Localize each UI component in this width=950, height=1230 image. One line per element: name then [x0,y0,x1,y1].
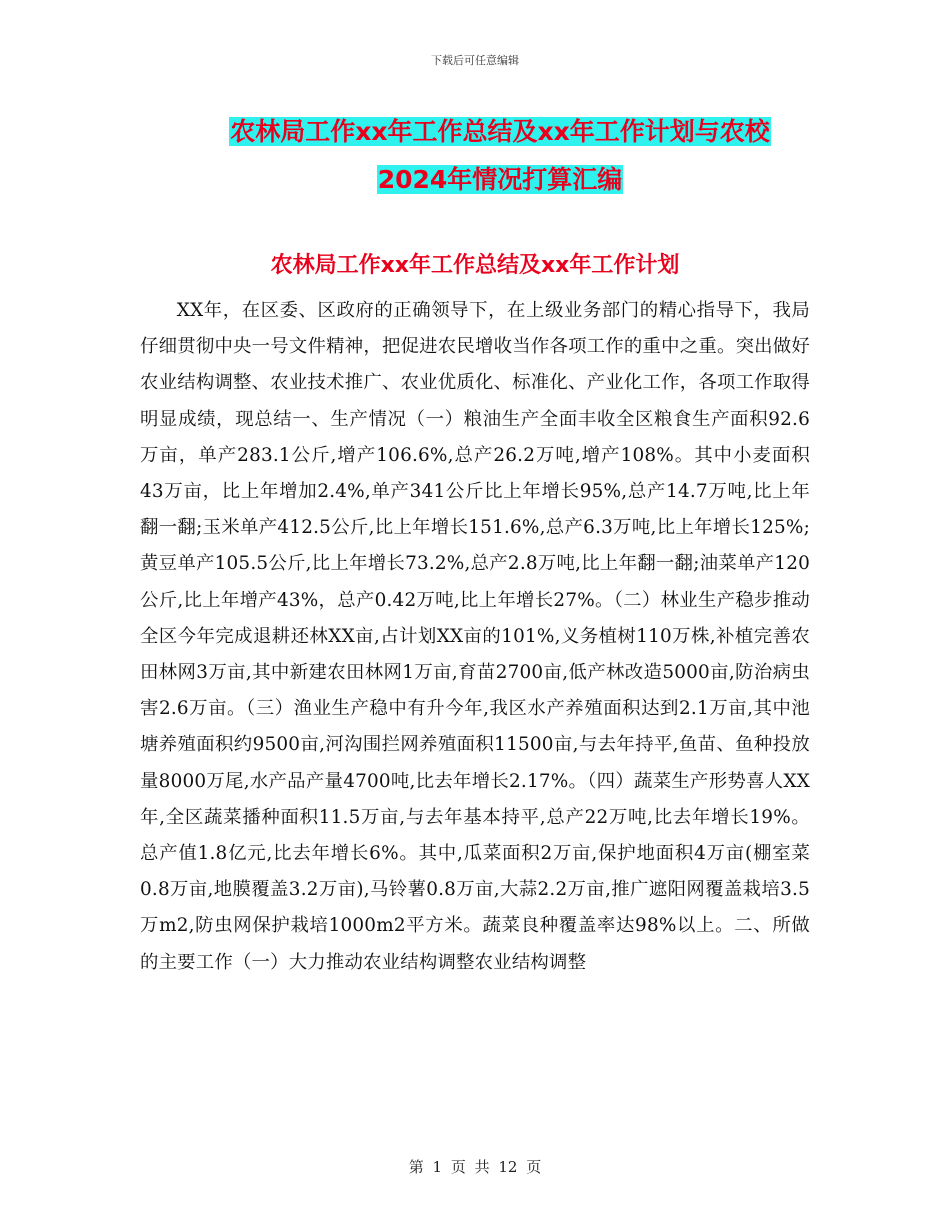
section-title: 农林局工作xx年工作总结及xx年工作计划 [270,253,680,278]
header-note: 下载后可任意编辑 [431,54,519,67]
document-title [150,108,850,204]
document-title-line-2: 2024年情况打算汇编 [377,165,623,194]
body-paragraph: XX年，在区委、区政府的正确领导下，在上级业务部门的精心指导下，我局仔细贯彻中央一号文件精神，把促进农民增收当作各项工作的重中之重。突出做好农业结构调整、农业技术推广、农业优质化、标准化、产业化工作，各项工作取得明显成绩，现总结一、生产情况（一）粮油生产全面丰收全区粮食生产面积92.6万亩，单产283.1公斤,增产106.6%,总产26.2万吨,增产108%。其中小麦面积43万亩，比上年增加2.4%,单产341公斤比上年增长95%,总产14.7万吨,比上年翻一翻;玉米单产412.5公斤,比上年增长151.6%,总产6.3万吨,比上年增长125%;黄豆单产105.5公斤,比上年增长73.2%,总产2.8万吨,比上年翻一翻;油菜单产120公斤,比上年增产43%，总产0.42万吨,比上年增长27%。（二）林业生产稳步推动全区今年完成退耕还林XX亩,占计划XX亩的101%,义务植树110万株,补植完善农田林网3万亩,其中新建农田林网1万亩,育苗2700亩,低产林改造5000亩,防治病虫害2.6万亩。（三）渔业生产稳中有升今年,我区水产养殖面积达到2.1万亩,其中池塘养殖面积约9500亩,河沟围拦网养殖面积11500亩,与去年持平,鱼苗、鱼种投放量8000万尾,水产品产量4700吨,比去年增长2.17%。（四）蔬菜生产形势喜人XX年,全区蔬菜播种面积11.5万亩,与去年基本持平,总产22万吨,比去年增长19%。总产值1.8亿元,比去年增长6%。其中,瓜菜面积2万亩,保护地面积4万亩(棚室菜0.8万亩,地膜覆盖3.2万亩),马铃薯0.8万亩,大蒜2.2万亩,推广遮阳网覆盖栽培3.5万m2,防虫网保护栽培1000m2平方米。蔬菜良种覆盖率达98%以上。二、所做的主要工作（一）大力推动农业结构调整农业结构调整 [140,300,810,973]
document-title-line-1: 农林局工作xx年工作总结及xx年工作计划与农校 [230,117,770,146]
page-footer: 第 1 页 共 12 页 [408,1158,542,1176]
